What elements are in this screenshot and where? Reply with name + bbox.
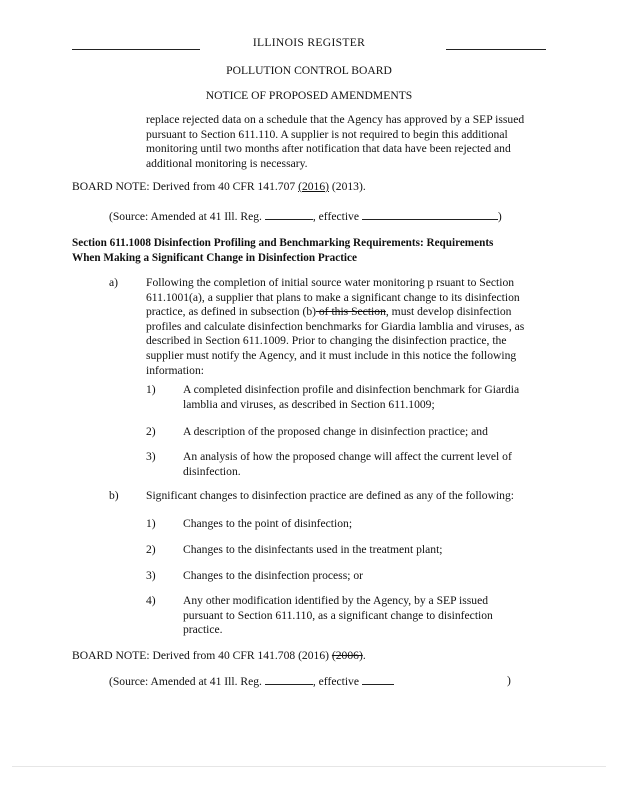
subsection-b-label: b) — [109, 489, 119, 502]
board-note-1-year: (2013). — [331, 180, 366, 193]
b-item-1-text: Changes to the point of disinfection; — [183, 517, 353, 530]
source-line-2 — [109, 674, 519, 690]
struck-text: of this Section — [315, 305, 386, 319]
subsection-a-line: Following the completion of initial source water monitoring p rsuant to Section — [146, 276, 515, 289]
source-1-prefix: (Source: Amended at 41 Ill. Reg. — [109, 210, 262, 223]
line-3-before: practice, as defined in subsection (b) — [146, 305, 316, 319]
source-2-date-blank — [362, 674, 394, 685]
carryover-line: pursuant to Section 611.110. A supplier is not required to begin this additional — [146, 127, 508, 141]
carryover-line: additional monitoring is necessary. — [146, 156, 308, 170]
b-item-3-label: 3) — [146, 569, 156, 582]
source-1-suffix: ) — [497, 210, 502, 223]
subsection-a-text — [146, 276, 551, 378]
agency-name: POLLUTION CONTROL BOARD — [226, 64, 392, 77]
carryover-line: replace rejected data on a schedule that the Agency has approved by a SEP issued — [146, 113, 525, 126]
board-note-2-removed: (2006) — [331, 649, 363, 662]
a-item-2-line: A description of the proposed change in disinfection practice; and — [183, 425, 488, 438]
a-item-2-text — [183, 425, 553, 440]
source-2-reg-blank — [265, 674, 313, 685]
subsection-a-line: supplier must notify the Agency, and it must include in this notice the following — [146, 348, 517, 362]
a-item-1-text — [183, 383, 553, 412]
section-heading-line: When Making a Significant Change in Disinfection Practice — [72, 251, 357, 264]
source-2-middle: , effective — [312, 675, 359, 688]
b-item-3-text: Changes to the disinfection process; or — [183, 569, 363, 582]
board-note-2 — [72, 649, 366, 664]
subsection-a-line: profiles and calculate disinfection benchmarks for Giardia lamblia and viruses, as — [146, 319, 525, 333]
source-2-prefix: (Source: Amended at 41 Ill. Reg. — [109, 675, 262, 688]
b-item-4-line: practice. — [183, 623, 223, 637]
notice-type: NOTICE OF PROPOSED AMENDMENTS — [205, 89, 413, 102]
a-item-2-label: 2) — [146, 425, 156, 438]
a-item-1-label: 1) — [146, 383, 156, 396]
board-note-2-prefix: BOARD NOTE: Derived from 40 CFR 141.708 (2016) — [72, 649, 329, 662]
register-title: ILLINOIS REGISTER — [252, 36, 366, 49]
a-item-1-line: lamblia and viruses, as described in Section 611.1009; — [183, 397, 435, 411]
source-1-middle: , effective — [312, 210, 359, 223]
footer-divider — [12, 766, 606, 767]
board-note-2-suffix: . — [362, 649, 366, 662]
board-note-1-inserted: (2016) — [298, 180, 329, 193]
a-item-3-text — [183, 450, 553, 479]
board-note-1 — [72, 180, 366, 195]
a-item-3-line: An analysis of how the proposed change will affect the current level of — [183, 450, 512, 463]
source-1-reg-blank — [265, 209, 313, 220]
source-2-suffix: ) — [507, 674, 511, 687]
b-item-2-text: Changes to the disinfectants used in the treatment plant; — [183, 543, 443, 556]
b-item-4-text — [183, 594, 543, 638]
subsection-b-intro: Significant changes to disinfection practice are defined as any of the following: — [146, 489, 514, 502]
subsection-a-line: 611.1001(a), a supplier that plans to make a significant change to its disinfection — [146, 290, 520, 304]
section-heading-line: Section 611.1008 Disinfection Profiling and Benchmarking Requirements: Requirements — [72, 237, 494, 249]
section-heading — [72, 236, 552, 265]
source-1-date-blank — [362, 209, 498, 220]
line-3-after: , must develop disinfection — [385, 305, 512, 319]
b-item-4-label: 4) — [146, 594, 156, 607]
b-item-4-line: Any other modification identified by the Agency, by a SEP issued — [183, 594, 489, 607]
carryover-line: monitoring until two months after notification that data have been rejected and — [146, 142, 511, 156]
source-line-1 — [109, 209, 502, 225]
a-item-1-line: A completed disinfection profile and disinfection benchmark for Giardia — [183, 383, 520, 396]
subsection-a-line: information: — [146, 363, 204, 377]
b-item-4-line: pursuant to Section 611.110, as a significant change to disinfection — [183, 608, 493, 622]
b-item-2-label: 2) — [146, 543, 156, 556]
a-item-3-line: disinfection. — [183, 464, 241, 478]
b-item-1-label: 1) — [146, 517, 156, 530]
subsection-a-line: described in Section 611.1009. Prior to changing the disinfection practice, the — [146, 334, 507, 348]
subsection-a-label: a) — [109, 276, 119, 289]
a-item-3-label: 3) — [146, 450, 156, 463]
subsection-a-line-3 — [146, 305, 551, 320]
carryover-paragraph — [146, 113, 546, 171]
board-note-1-prefix: BOARD NOTE: Derived from 40 CFR 141.707 — [72, 180, 296, 193]
